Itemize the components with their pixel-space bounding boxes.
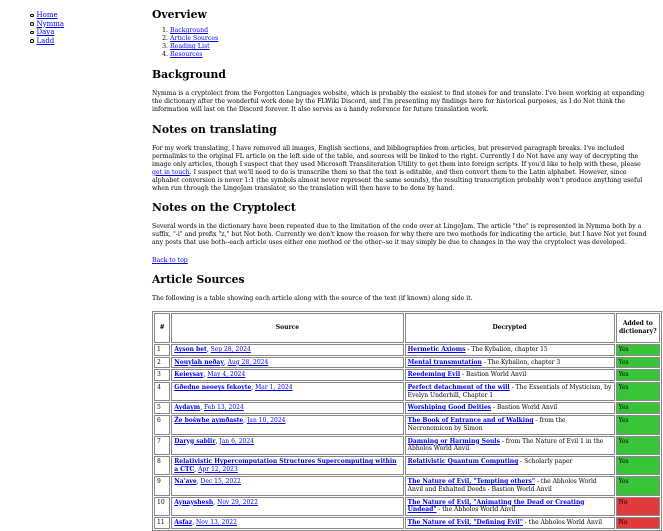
decrypted-source: - Bastion World Anvil xyxy=(491,404,558,412)
cryptolect-heading: Notes on the Cryptolect xyxy=(152,201,296,215)
table-row xyxy=(154,497,660,516)
source-cell: Asfaz, Nov 13, 2022 xyxy=(171,517,403,529)
decrypted-source: - The Kybalion, chapter 15 xyxy=(465,346,548,354)
source-date-link[interactable]: Dec 15, 2022 xyxy=(200,478,241,486)
source-link[interactable]: Že bošwhe aymðaste xyxy=(174,417,244,425)
source-date-link[interactable]: Nov 13, 2022 xyxy=(196,518,237,526)
added-status: No xyxy=(616,497,660,516)
header-added: Added to dictionary? xyxy=(616,313,660,343)
decrypted-cell xyxy=(405,497,615,516)
decrypted-source: - from The Nature of Evil 1 in the Abholos World Anvil xyxy=(407,437,604,453)
source-cell: Aynayshesh, Nov 29, 2022 xyxy=(171,497,403,516)
side-navigation xyxy=(30,11,64,45)
row-number: 3 xyxy=(154,369,170,381)
source-link[interactable]: Nouylah neðay xyxy=(174,358,224,366)
decrypted-link[interactable]: Damning or Harming Souls xyxy=(407,437,500,445)
decrypted-source: - The Kybalion, chapter 3 xyxy=(481,358,561,366)
added-status: Yes xyxy=(616,436,660,455)
source-link[interactable]: Aynayshesh xyxy=(174,498,214,506)
table-row xyxy=(154,517,660,529)
source-cell: Ayson bet, Sep 28, 2024 xyxy=(171,344,403,356)
row-number: 9 xyxy=(154,476,170,495)
added-status: No xyxy=(616,517,660,529)
source-date-link[interactable]: Feb 13, 2024 xyxy=(203,404,244,412)
row-number: 1 xyxy=(154,344,170,356)
added-status: Yes xyxy=(616,357,660,369)
added-status: Yes xyxy=(616,402,660,414)
decrypted-cell xyxy=(405,415,615,434)
sidenav-link-ladd[interactable]: Ladd xyxy=(36,36,55,45)
main-content xyxy=(152,8,657,531)
row-number: 11 xyxy=(154,517,170,529)
source-cell: Keieysay, May 4, 2024 xyxy=(171,369,403,381)
decrypted-source: - the Abholos World Anvil and Exhalted Deeds - Bastion World Anvil xyxy=(407,478,597,493)
source-link[interactable]: Asfaz xyxy=(174,518,193,526)
row-number: 7 xyxy=(154,436,170,455)
sidenav-link-nymma[interactable]: Nymma xyxy=(36,19,65,28)
added-status: Yes xyxy=(616,415,660,434)
added-status: Yes xyxy=(616,344,660,356)
decrypted-cell xyxy=(405,357,615,369)
decrypted-link[interactable]: Worshiping Good Deities xyxy=(407,404,492,412)
row-number: 8 xyxy=(154,456,170,475)
toc-item xyxy=(170,35,652,43)
table-row xyxy=(154,436,660,455)
source-link[interactable]: Gðedne neoeys fekoyte xyxy=(174,384,252,392)
toc-item xyxy=(170,51,652,59)
source-link[interactable]: Relativistic Hypercomputation Structures Supercomputing within a CTC xyxy=(174,457,397,473)
source-cell: Gðedne neoeys fekoyte, Mar 1, 2024 xyxy=(171,382,403,401)
overview-heading: Overview xyxy=(152,8,207,21)
background-heading: Background xyxy=(152,68,226,81)
table-row xyxy=(154,357,660,369)
decrypted-cell xyxy=(405,436,615,455)
table-of-contents xyxy=(152,27,652,59)
circle-bullet-icon xyxy=(30,14,34,18)
decrypted-link[interactable]: Hermetic Axioms xyxy=(407,346,466,354)
background-paragraph: Nymma is a cryptolect from the Forgotten Languages website, which is probably the easiest to find stones for and translate. I've been working at expanding the dictionary after the wonderful work done by the FLWiki Discord, and I'm presenting my findings here for historical purposes, as I do Not think the information will last on the Discord forever. It also serves as a handy reference for future translation work. xyxy=(152,90,645,113)
decrypted-source: - from the Necronomicon by Simon xyxy=(407,417,566,432)
sidenav-item-home xyxy=(30,11,64,20)
decrypted-source: - the Abholos World Anvil xyxy=(436,506,516,514)
source-cell: Nouylah neðay, Aug 28, 2024 xyxy=(171,357,403,369)
decrypted-cell xyxy=(405,476,615,495)
header-source: Source xyxy=(171,313,403,343)
source-date-link[interactable]: Apr 12, 2023 xyxy=(198,465,238,473)
source-link[interactable]: Na'ave xyxy=(174,478,197,486)
toc-link-background[interactable]: Background xyxy=(170,27,209,34)
source-cell: Relativistic Hypercomputation Structures Supercomputing within a CTC, Apr 12, 2023 xyxy=(171,456,403,475)
sidenav-item-nymma xyxy=(30,20,64,29)
decrypted-cell xyxy=(405,402,615,414)
table-row xyxy=(154,369,660,381)
source-link[interactable]: Daryg sablir xyxy=(174,437,216,445)
source-date-link[interactable]: May 4, 2024 xyxy=(207,371,246,379)
source-cell: Daryg sablir, Jan 6, 2024 xyxy=(171,436,403,455)
source-date-link[interactable]: Jan 10, 2024 xyxy=(247,417,286,425)
table-row xyxy=(154,344,660,356)
decrypted-link[interactable]: The Nature of Evil, "Defining Evil" xyxy=(407,518,523,526)
added-status: Yes xyxy=(616,382,660,401)
source-date-link[interactable]: Sep 28, 2024 xyxy=(210,346,251,354)
cryptolect-paragraph: Several words in the dictionary have been repeated due to the limitation of the code over at LingoJam. The article "the" is represented in Nymma both by a suffix, "-i" and prefix "z," but Not both. Currently we don't know the reason for why there are two methods for indicating the article, but I have Not yet found any posts that use both--each article uses either one method or the other--so it may simply be due to changes in the way the cryptolect was developed. xyxy=(152,223,647,247)
translating-text-start: For my work translating, I have removed all images, English sections, and bibliographies from articles, but preserved paragraph breaks. I've included permalinks to the original FL article on the left side of the table, and sources will be linked to the right. Currently I do Not have any way of decrypting the image only articles, though I suspect that they used Microsoft Transliteration Utility to get them into foreign scripts. If you'd like to help with these, please xyxy=(152,144,641,168)
toc-item xyxy=(170,27,652,35)
get-in-touch-link[interactable]: get in touch xyxy=(152,168,190,176)
row-number: 10 xyxy=(154,497,170,516)
source-cell: Aydaym, Feb 13, 2024 xyxy=(171,402,403,414)
decrypted-source: - the Abholos World Anvil xyxy=(522,518,603,526)
table-header-row xyxy=(154,313,660,343)
toc-item xyxy=(170,43,652,51)
circle-bullet-icon xyxy=(30,39,34,43)
back-to-top-link[interactable]: Back to top xyxy=(152,257,188,265)
decrypted-source: - Scholarly paper xyxy=(518,457,573,465)
table-row xyxy=(154,382,660,401)
header-decrypted: Decrypted xyxy=(405,313,615,343)
decrypted-link[interactable]: The Nature of Evil, "Animating the Dead or Creating Undead" xyxy=(407,498,585,514)
article-sources-heading: Article Sources xyxy=(152,273,245,287)
table-row xyxy=(154,456,660,475)
decrypted-source: - Bastion World Anvil xyxy=(460,371,527,379)
decrypted-cell xyxy=(405,456,615,475)
sidenav-link-home[interactable]: Home xyxy=(36,11,58,19)
row-number: 2 xyxy=(154,357,170,369)
translating-text-end: . I suspect that we'll need to do is transcribe them so that the text is editable, and then convert them to the Latin alphabet. However, since alphabet conversion is never 1:1 (the symbols almost never represent the same sounds), the resulting transcription probably won't produce anything useful when run through the LingoJam translator, so the translation will then have to be done by hand. xyxy=(152,168,643,192)
table-row xyxy=(154,415,660,434)
sidenav-item-daya xyxy=(30,28,64,37)
decrypted-link[interactable]: Mental transmutation xyxy=(407,358,482,366)
row-number: 4 xyxy=(154,382,170,401)
source-link[interactable]: Keieysay xyxy=(174,371,204,379)
decrypted-link[interactable]: The Book of Entrance and of Walking xyxy=(407,417,534,425)
sidenav-item-ladd xyxy=(30,37,64,46)
circle-bullet-icon xyxy=(30,22,34,26)
source-link[interactable]: Ayson bet xyxy=(174,346,207,354)
translating-heading: Notes on translating xyxy=(152,122,277,136)
decrypted-source: - The Essentials of Mysticism, by Evelyn Underhill, Chapter 1 xyxy=(407,384,612,399)
article-sources-intro: The following is a table showing each article along with the source of the text (if known) along side it. xyxy=(152,295,473,303)
source-cell: Na'ave, Dec 15, 2022 xyxy=(171,476,403,495)
row-number: 5 xyxy=(154,402,170,414)
decrypted-link[interactable]: Relativistic Quantum Computing xyxy=(407,457,519,465)
article-sources-table xyxy=(152,311,662,530)
toc-link-resources[interactable]: Resources xyxy=(170,51,203,58)
toc-link-reading-list[interactable]: Reading List xyxy=(170,43,210,50)
added-status: Yes xyxy=(616,456,660,475)
added-status: Yes xyxy=(616,369,660,381)
table-row xyxy=(154,402,660,414)
decrypted-link[interactable]: Perfect detachment of the will xyxy=(407,384,510,392)
source-date-link[interactable]: Jan 6, 2024 xyxy=(219,437,254,445)
header-number: # xyxy=(154,313,170,343)
source-cell: Že bošwhe aymðaste, Jan 10, 2024 xyxy=(171,415,403,434)
circle-bullet-icon xyxy=(30,31,34,35)
source-date-link[interactable]: Mar 1, 2024 xyxy=(255,384,293,392)
table-row xyxy=(154,476,660,495)
sidenav-link-daya[interactable]: Daya xyxy=(36,28,55,37)
added-status: Yes xyxy=(616,476,660,495)
decrypted-cell xyxy=(405,382,615,401)
toc-link-article-sources[interactable]: Article Sources xyxy=(170,35,219,42)
decrypted-cell xyxy=(405,369,615,381)
row-number: 6 xyxy=(154,415,170,434)
source-date-link[interactable]: Aug 28, 2024 xyxy=(227,358,269,366)
decrypted-cell xyxy=(405,344,615,356)
source-link[interactable]: Aydaym xyxy=(174,404,201,412)
decrypted-link[interactable]: Reedeming Evil xyxy=(407,371,461,379)
decrypted-link[interactable]: The Nature of Evil, "Tempting others" xyxy=(407,478,535,486)
decrypted-cell xyxy=(405,517,615,529)
source-date-link[interactable]: Nov 29, 2022 xyxy=(217,498,258,506)
translating-paragraph xyxy=(152,145,652,193)
